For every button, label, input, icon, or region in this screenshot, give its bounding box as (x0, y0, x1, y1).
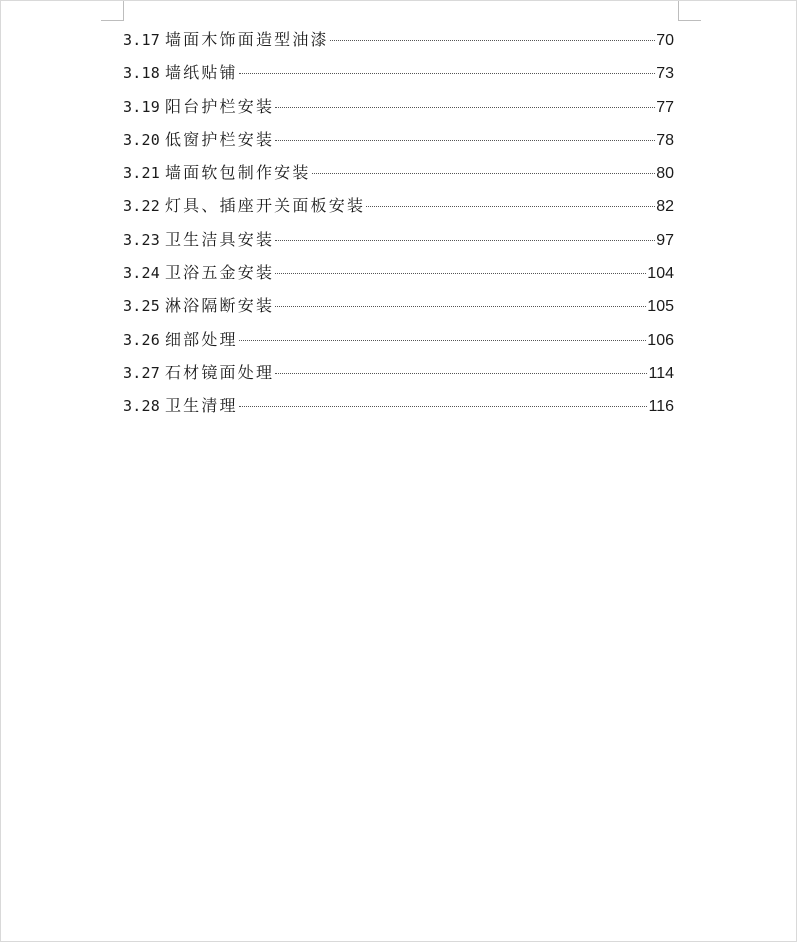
toc-dot-leader (275, 273, 646, 274)
toc-entry-page: 104 (647, 265, 674, 283)
toc-entry-title: 淋浴隔断安装 (164, 296, 275, 316)
toc-entry-page: 105 (647, 298, 674, 316)
toc-dot-leader (312, 173, 656, 174)
toc-entry-page: 70 (656, 32, 674, 49)
toc-entry-number: 3.25 (123, 297, 160, 316)
toc-dot-leader (275, 140, 655, 141)
toc-dot-leader (275, 107, 655, 108)
toc-entry-page: 116 (648, 398, 674, 416)
toc-entry[interactable] (123, 61, 674, 94)
toc-entry-number: 3.26 (123, 330, 160, 349)
toc-entry-title: 石材镜面处理 (164, 362, 275, 382)
table-of-contents (123, 28, 674, 428)
toc-dot-leader (239, 340, 647, 341)
toc-entry-page: 114 (648, 364, 674, 382)
toc-entry-title: 灯具、插座开关面板安装 (164, 196, 366, 216)
toc-entry-title: 墙面木饰面造型油漆 (164, 30, 329, 49)
toc-dot-leader (275, 306, 646, 307)
toc-entry-page: 106 (647, 331, 674, 349)
toc-entry-page: 82 (656, 198, 674, 216)
toc-entry[interactable] (123, 328, 674, 361)
toc-entry-number: 3.18 (123, 64, 160, 83)
toc-entry-title: 墙面软包制作安装 (164, 163, 311, 183)
toc-entry-number: 3.22 (123, 197, 160, 216)
toc-entry-number: 3.24 (123, 264, 160, 283)
toc-entry[interactable] (123, 194, 674, 227)
top-left-margin-marker (101, 1, 124, 21)
toc-entry[interactable] (123, 294, 674, 327)
toc-dot-leader (239, 73, 655, 74)
toc-entry[interactable] (123, 228, 674, 261)
top-right-margin-marker (678, 1, 701, 21)
toc-entry[interactable] (123, 261, 674, 294)
toc-entry-number: 3.27 (123, 363, 160, 382)
toc-entry-page: 80 (656, 165, 674, 183)
toc-entry[interactable] (123, 361, 674, 394)
toc-entry-title: 卫浴五金安装 (164, 263, 275, 283)
toc-entry[interactable] (123, 28, 674, 61)
toc-dot-leader (239, 406, 648, 407)
toc-entry-number: 3.19 (123, 97, 160, 116)
toc-entry-title: 卫生洁具安装 (164, 229, 275, 249)
toc-entry[interactable] (123, 394, 674, 427)
toc-entry[interactable] (123, 128, 674, 161)
toc-entry-title: 阳台护栏安装 (164, 96, 275, 116)
toc-entry[interactable] (123, 95, 674, 128)
toc-entry[interactable] (123, 161, 674, 194)
toc-entry-number: 3.21 (123, 164, 160, 183)
toc-entry-title: 墙纸贴铺 (164, 63, 238, 83)
toc-dot-leader (275, 240, 655, 241)
toc-entry-page: 77 (656, 98, 674, 116)
toc-entry-number: 3.17 (123, 31, 160, 49)
toc-entry-number: 3.20 (123, 130, 160, 149)
toc-entry-page: 97 (656, 231, 674, 249)
toc-dot-leader (330, 40, 655, 41)
toc-entry-number: 3.23 (123, 230, 160, 249)
toc-dot-leader (366, 206, 655, 207)
toc-entry-title: 卫生清理 (164, 396, 238, 416)
toc-entry-page: 73 (656, 65, 674, 83)
toc-entry-title: 低窗护栏安装 (164, 129, 275, 149)
toc-dot-leader (275, 373, 647, 374)
toc-entry-title: 细部处理 (164, 329, 238, 349)
toc-entry-page: 78 (656, 131, 674, 149)
toc-entry-number: 3.28 (123, 397, 160, 416)
